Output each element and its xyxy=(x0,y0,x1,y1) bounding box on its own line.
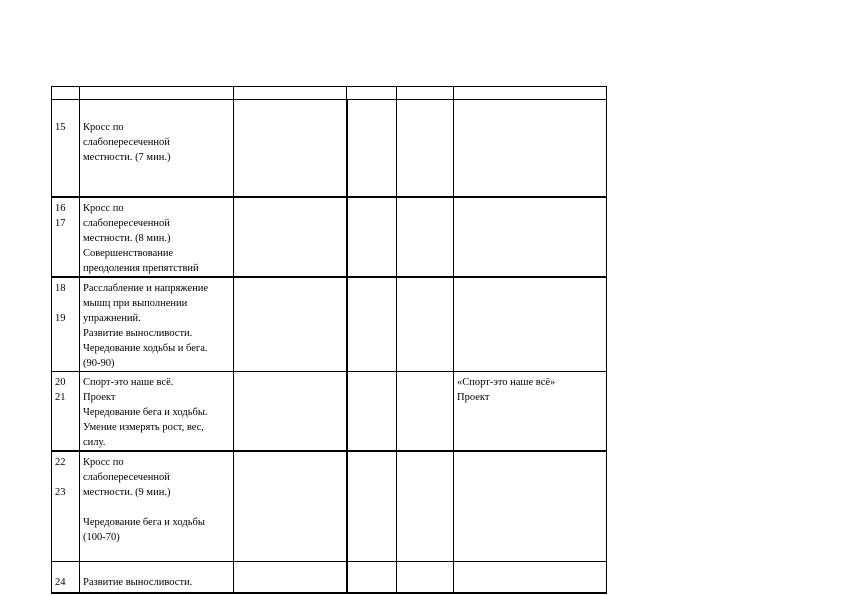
table-row xyxy=(52,100,607,198)
table-header-row xyxy=(52,87,607,100)
topic-line: Чередование бега и ходьбы xyxy=(83,517,205,528)
note-cell xyxy=(454,277,607,372)
lesson-number-cell xyxy=(52,562,80,594)
lesson-number: 15 xyxy=(55,122,66,133)
topic-line: Чередование бега и ходьбы. xyxy=(83,407,208,418)
topic-line: Развитие выносливости. xyxy=(83,577,193,588)
table-row xyxy=(52,197,607,277)
topic-line: местности. (8 мин.) xyxy=(83,233,171,244)
topic-line: Кросс по xyxy=(83,457,124,468)
lesson-number: 19 xyxy=(55,313,66,324)
header-cell xyxy=(52,87,80,100)
topic-line: местности. (9 мин.) xyxy=(83,487,171,498)
topic-line: мышц при выполнении xyxy=(83,298,188,309)
topic-line: упражнений. xyxy=(83,313,141,324)
empty-cell xyxy=(234,562,347,594)
topic-line: (100-70) xyxy=(83,532,120,543)
topic-line: слабопересеченной xyxy=(83,218,170,229)
empty-cell xyxy=(397,451,454,562)
lesson-number: 18 xyxy=(55,283,66,294)
empty-cell xyxy=(234,451,347,562)
header-cell xyxy=(397,87,454,100)
empty-cell xyxy=(347,277,397,372)
table-row xyxy=(52,562,607,594)
topic-line: слабопересеченной xyxy=(83,137,170,148)
lesson-number: 16 xyxy=(55,203,66,214)
lesson-topic-cell xyxy=(80,562,234,594)
note-cell xyxy=(454,451,607,562)
header-cell xyxy=(454,87,607,100)
topic-line: Умение измерять рост, вес, xyxy=(83,422,204,433)
table-row xyxy=(52,277,607,372)
note-cell xyxy=(454,372,607,452)
topic-line: Чередование ходьбы и бега. xyxy=(83,343,208,354)
topic-line: Развитие выносливости. xyxy=(83,328,193,339)
lesson-number: 22 xyxy=(55,457,66,468)
empty-cell xyxy=(397,197,454,277)
empty-cell xyxy=(234,277,347,372)
lesson-topic-cell xyxy=(80,197,234,277)
empty-cell xyxy=(347,197,397,277)
topic-line: Проект xyxy=(83,392,116,403)
empty-cell xyxy=(347,451,397,562)
topic-line: Кросс по xyxy=(83,203,124,214)
note-line: Проект xyxy=(457,392,490,403)
topic-line: преодоления препятствий xyxy=(83,263,199,274)
note-cell xyxy=(454,197,607,277)
lesson-number-cell xyxy=(52,197,80,277)
note-cell xyxy=(454,562,607,594)
lesson-number: 24 xyxy=(55,577,66,588)
topic-line: Расслабление и напряжение xyxy=(83,283,208,294)
lesson-number-cell xyxy=(52,451,80,562)
lesson-number: 23 xyxy=(55,487,66,498)
table-row xyxy=(52,372,607,452)
empty-cell xyxy=(234,372,347,452)
lesson-topic-cell xyxy=(80,100,234,198)
topic-line: слабопересеченной xyxy=(83,472,170,483)
topic-line: Совершенствование xyxy=(83,248,174,259)
empty-cell xyxy=(234,100,347,198)
empty-cell xyxy=(347,100,397,198)
lesson-topic-cell xyxy=(80,277,234,372)
header-cell xyxy=(347,87,397,100)
lesson-plan-table xyxy=(51,86,607,594)
lesson-number: 17 xyxy=(55,218,66,229)
empty-cell xyxy=(397,372,454,452)
empty-cell xyxy=(397,100,454,198)
empty-cell xyxy=(234,197,347,277)
empty-cell xyxy=(397,277,454,372)
lesson-topic-cell xyxy=(80,372,234,452)
note-line: «Спорт-это наше всё» xyxy=(457,377,556,388)
note-cell xyxy=(454,100,607,198)
table-row xyxy=(52,451,607,562)
topic-line: местности. (7 мин.) xyxy=(83,152,171,163)
topic-line: силу. xyxy=(83,437,106,448)
header-cell xyxy=(234,87,347,100)
lesson-number-cell xyxy=(52,100,80,198)
empty-cell xyxy=(397,562,454,594)
header-cell xyxy=(80,87,234,100)
topic-line: (90-90) xyxy=(83,358,115,369)
empty-cell xyxy=(347,372,397,452)
lesson-number-cell xyxy=(52,277,80,372)
lesson-topic-cell xyxy=(80,451,234,562)
lesson-number-cell xyxy=(52,372,80,452)
topic-line: Кросс по xyxy=(83,122,124,133)
lesson-number: 21 xyxy=(55,392,66,403)
empty-cell xyxy=(347,562,397,594)
topic-line: Спорт-это наше всё. xyxy=(83,377,174,388)
lesson-number: 20 xyxy=(55,377,66,388)
